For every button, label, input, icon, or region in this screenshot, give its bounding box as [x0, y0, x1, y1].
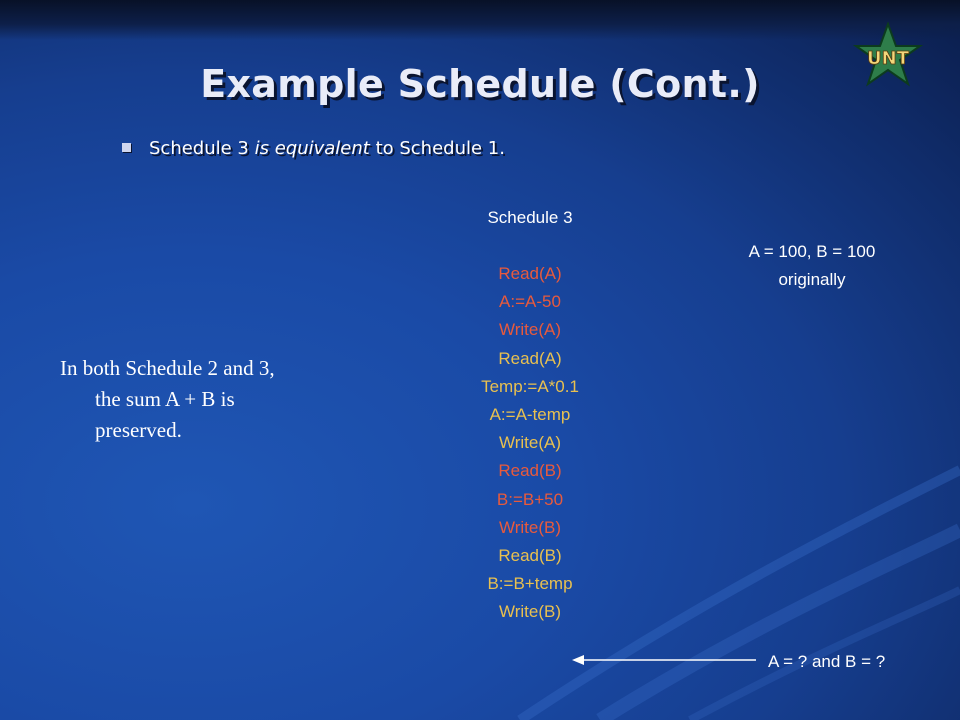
operation: Read(B): [498, 461, 562, 481]
bullet-point: [122, 138, 505, 159]
operation: Read(A): [498, 264, 562, 283]
operation: Write(A): [498, 433, 561, 453]
schedule-title: Schedule 3: [487, 208, 573, 227]
operation: B:=B+50: [496, 489, 564, 509]
bullet-text-part2: to Schedule 1.: [369, 138, 505, 159]
sum-preserved-note: [60, 353, 280, 446]
note-text: In both Schedule 2 and 3, the sum A + B is preserved.: [60, 356, 275, 442]
slide-title: Example Schedule (Cont.): [200, 62, 760, 106]
operation: A:=A-temp: [489, 405, 571, 425]
operation: Temp:=A*0.1: [481, 376, 579, 396]
top-band: [0, 0, 960, 40]
operation: Read(B): [498, 546, 562, 566]
unt-logo-text: UNT: [867, 48, 909, 69]
operation: Write(B): [498, 602, 561, 622]
initial-values-line1: A = 100, B = 100: [748, 242, 876, 261]
initial-values-line2: originally: [778, 270, 846, 289]
final-values-question: A = ? and B = ?: [768, 652, 886, 671]
left-arrow-icon: [570, 650, 760, 670]
operation: Write(B): [498, 517, 561, 537]
operation: Write(A): [498, 320, 561, 340]
bullet-text-emphasis: is equivalent: [254, 138, 370, 159]
operation: Read(A): [498, 348, 562, 368]
operation: B:=B+temp: [487, 574, 573, 594]
operation: A:=A-50: [499, 292, 561, 312]
schedule-operations: [430, 260, 630, 627]
bullet-text-part1: Schedule 3: [149, 138, 255, 159]
initial-values: [712, 238, 912, 294]
bullet-square-icon: [122, 143, 131, 152]
